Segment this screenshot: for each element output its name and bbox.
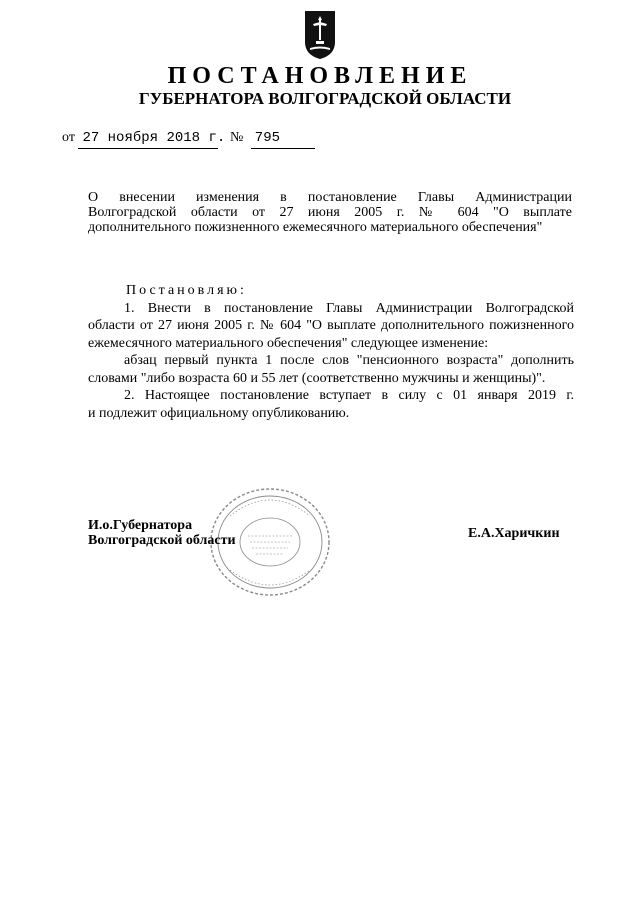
coat-of-arms-icon [304, 10, 336, 60]
item-2-text: и подлежит официальному опубликованию. [88, 405, 350, 421]
number-prefix: № [229, 130, 244, 145]
signatory-position [88, 518, 236, 548]
item-1-sub-text: словами "либо возраста 60 и 55 лет (соответственно мужчины и женщины)". [88, 370, 546, 386]
signatory-position-line-2: Волгоградской области [88, 533, 236, 548]
subject-line-2: Волгоградской области от 27 июня 2005 г. № 604 "О выплате [88, 205, 572, 220]
item-2-first-line: 2. Настоящее постановление вступает в силу с 01 января 2019 г. [124, 388, 574, 403]
decree-word: Постановляю: [126, 283, 247, 298]
document-subject [88, 190, 572, 235]
signatory-position-line-1: И.о.Губернатора [88, 518, 193, 533]
date-prefix: от [62, 130, 75, 145]
document-title: ПОСТАНОВЛЕНИЕ [167, 63, 473, 89]
document-body [88, 282, 574, 422]
document-subtitle: ГУБЕРНАТОРА ВОЛГОГРАДСКОЙ ОБЛАСТИ [138, 89, 512, 108]
document-date: 27 ноября 2018 г. [78, 128, 218, 149]
document-date-row [62, 128, 315, 149]
signatory-name: Е.А.Харичкин [468, 526, 560, 541]
item-1-text: области от 27 июня 2005 г. № 604 "О выплате дополнительного пожизненного ежемесячного материального обеспечения" следующее изменение: [88, 318, 574, 351]
item-1-sub-first-line: абзац первый пункта 1 после слов "пенсионного возраста" дополнить [124, 353, 574, 368]
subject-line-1: О внесении изменения в постановление Главы Администрации [88, 190, 572, 205]
document-number: 795 [251, 128, 315, 149]
subject-line-3: дополнительного пожизненного ежемесячного материального обеспечения" [88, 220, 543, 235]
item-1-first-line: 1. Внести в постановление Главы Администрации Волгоградской [124, 300, 574, 316]
